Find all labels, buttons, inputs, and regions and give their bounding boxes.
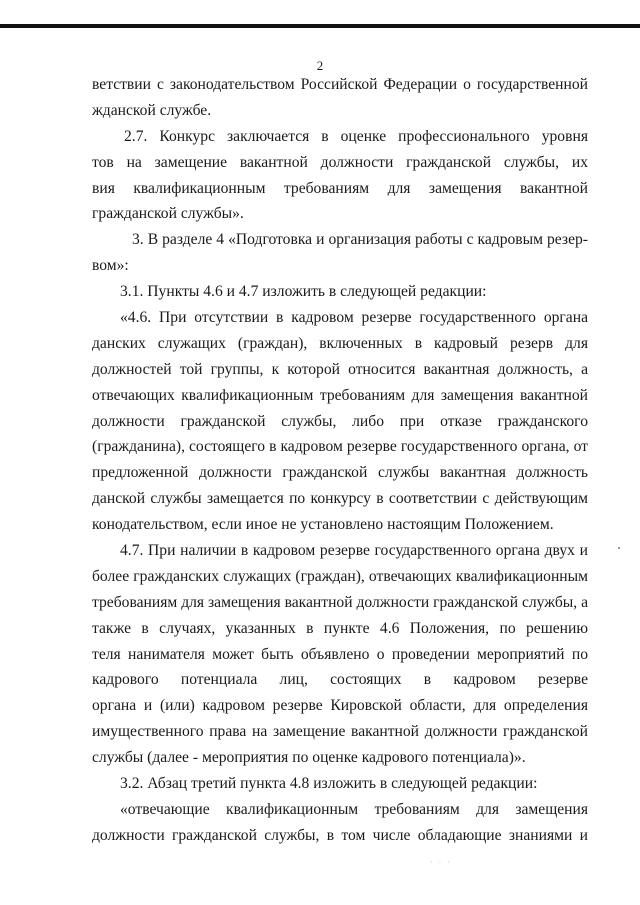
text-line: должностей той группы, к которой относится вакантная должность, а bbox=[92, 360, 588, 378]
page-number: 2 bbox=[316, 58, 324, 73]
text-line: имущественного права на замещение вакантной должности гражданской bbox=[92, 723, 588, 741]
text-line: предложенной должности гражданской службы вакантная должность bbox=[92, 464, 588, 482]
text-line: требованиям для замещения вакантной должности гражданской службы, а bbox=[92, 593, 588, 611]
text-line: отвечающих квалификационным требованиям для замещения вакантной bbox=[92, 386, 588, 404]
text-line: гражданской службы». bbox=[92, 205, 244, 223]
text-line: данской службы замещается по конкурсу в соответствии с действующим bbox=[92, 490, 588, 508]
text-line: конодательством, если иное не установлено настоящим Положением. bbox=[92, 516, 554, 534]
text-line: «4.6. При отсутствии в кадровом резерве государственного органа bbox=[120, 309, 588, 327]
text-line: «отвечающие квалификационным требованиям для замещения bbox=[120, 800, 588, 818]
text-line: 2.7. Конкурс заключается в оценке профессионального уровня bbox=[124, 127, 588, 145]
text-line: также в случаях, указанных в пункте 4.6 Положения, по решению bbox=[92, 619, 588, 637]
top-rule bbox=[0, 24, 640, 28]
scan-speck bbox=[618, 547, 620, 549]
text-line: кадрового потенциала лиц, состоящих в кадровом резерве bbox=[92, 671, 588, 689]
text-line: теля нанимателя может быть объявлено о проведении мероприятий по bbox=[92, 645, 588, 663]
text-line: данских служащих (граждан), включенных в кадровый резерв для bbox=[92, 334, 588, 352]
text-line: более гражданских служащих (граждан), отвечающих квалификационным bbox=[92, 567, 588, 585]
footer-mark: · · · bbox=[430, 858, 452, 867]
text-line: вия квалификационным требованиям для замещения вакантной bbox=[92, 179, 588, 197]
text-line: 4.7. При наличии в кадровом резерве государственного органа двух и bbox=[120, 542, 588, 560]
text-line: (гражданина), состоящего в кадровом резерве государственного органа, от bbox=[92, 438, 588, 456]
text-line: 3.1. Пункты 4.6 и 4.7 изложить в следующей редакции: bbox=[120, 283, 487, 301]
text-line: 3.2. Абзац третий пункта 4.8 изложить в следующей редакции: bbox=[120, 775, 538, 793]
text-line: 3. В разделе 4 «Подготовка и организация работы с кадровым резер- bbox=[132, 231, 588, 249]
text-line: тов на замещение вакантной должности гражданской службы, их bbox=[92, 153, 588, 171]
text-line: органа и (или) кадровом резерве Кировской области, для определения bbox=[92, 697, 588, 715]
text-line: должности гражданской службы, в том числе обладающие знаниями и bbox=[92, 826, 588, 844]
text-line: вом»: bbox=[92, 257, 129, 275]
text-line: должности гражданской службы, либо при отказе гражданского bbox=[92, 412, 588, 430]
text-line: службы (далее - мероприятия по оценке кадрового потенциала)». bbox=[92, 749, 526, 767]
text-line: жданской службе. bbox=[92, 101, 212, 119]
text-line: ветствии с законодательством Российской Федерации о государственной bbox=[92, 76, 588, 93]
document-body bbox=[92, 72, 588, 849]
